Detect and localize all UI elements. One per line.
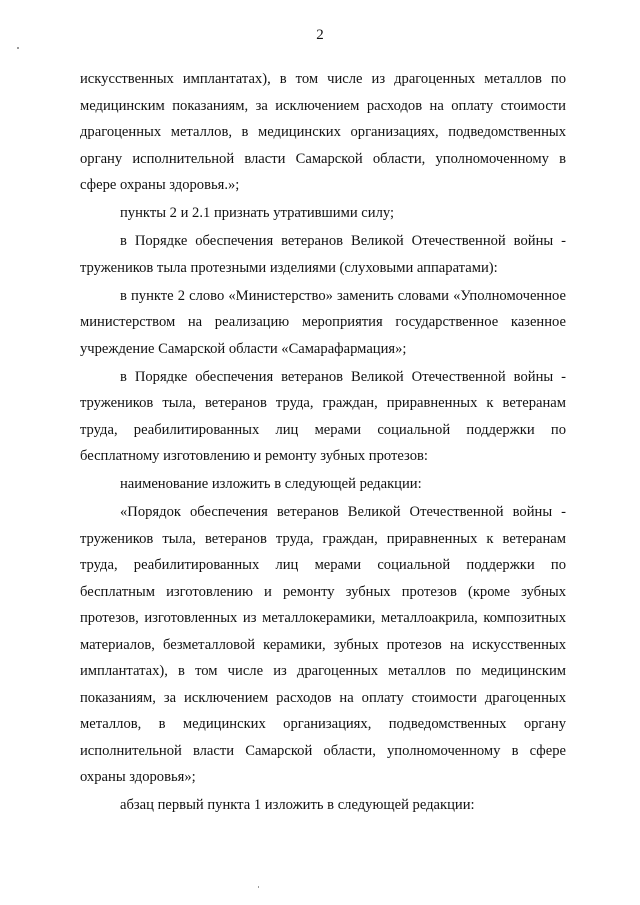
page-number: 2 bbox=[316, 27, 324, 43]
paragraph-replace-ministry: в пункте 2 слово «Министерство» заменить словами «Уполномоченное министерством на реализацию мероприятия государственное казенное учреждение Самарской области «Самарафармация»; bbox=[80, 287, 566, 357]
paragraph-new-title: «Порядок обеспечения ветеранов Великой Отечественной войны - тружеников тыла, ветеранов труда, граждан, приравненных к ветеранам труда, реабилитированных лиц мерами социальной поддержки по бесплатным изготовлению и ремонту зубных протезов (кроме зубных протезов, изготовленных из металлокерамики, металлоакрила, композитных материалов, безметалловой керамики, зубных протезов на искусственных имплантатах), в том числе из драгоценных металлов по медицинским показаниям, за исключением расходов на оплату стоимости драгоценных металлов, в медицинских организациях, подведомственных органу исполнительной власти Самарской области, уполномоченному в сфере охраны здоровья»; bbox=[80, 504, 566, 785]
paragraph-title-change: наименование изложить в следующей редакции: bbox=[120, 476, 422, 492]
paragraph-hearing-aids-order: в Порядке обеспечения ветеранов Великой Отечественной войны - тружеников тыла протезными изделиями (слуховыми аппаратами): bbox=[80, 233, 566, 276]
paragraph-invalidate-points: пункты 2 и 2.1 признать утратившими силу; bbox=[120, 205, 395, 221]
paragraph-dental-order: в Порядке обеспечения ветеранов Великой Отечественной войны - тружеников тыла, ветеранов труда, граждан, приравненных к ветеранам труда, реабилитированных лиц мерами социальной поддержки по бесплатному изготовлению и ремонту зубных протезов: bbox=[80, 368, 566, 464]
document-body bbox=[80, 66, 566, 819]
paragraph-first-clause: абзац первый пункта 1 изложить в следующей редакции: bbox=[120, 797, 475, 813]
scan-speck bbox=[258, 886, 259, 888]
scan-speck bbox=[17, 47, 19, 49]
paragraph-continuation: искусственных имплантатах), в том числе из драгоценных металлов по медицинским показаниям, за исключением расходов на оплату стоимости драгоценных металлов, в медицинских организациях, подведомственных органу исполнительной власти Самарской области, уполномоченному в сфере охраны здоровья.»; bbox=[80, 71, 566, 193]
